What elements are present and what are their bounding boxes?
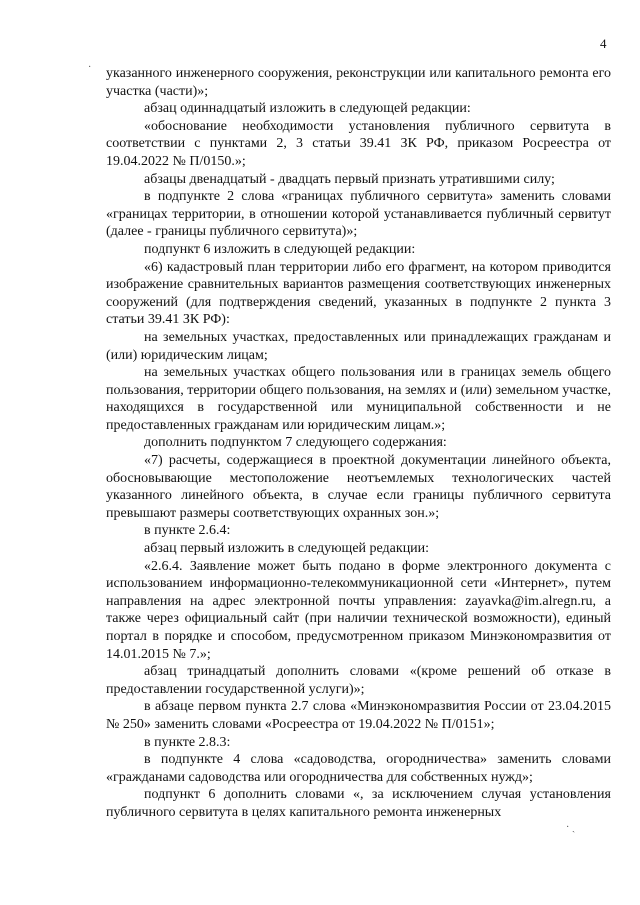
paragraph: абзацы двенадцатый - двадцать первый признать утратившими силу; xyxy=(144,171,555,187)
paragraph: в подпункте 4 слова «садоводства, огородничества» заменить словами «гражданами садоводства или огородничества для собственных нужд»; xyxy=(106,752,611,785)
paragraph: подпункт 6 изложить в следующей редакции: xyxy=(144,241,416,257)
document-body xyxy=(106,65,611,822)
paragraph: абзац первый изложить в следующей редакции: xyxy=(144,541,430,557)
paragraph: дополнить подпунктом 7 следующего содержания: xyxy=(144,435,447,451)
paragraph: «7) расчеты, содержащиеся в проектной документации линейного объекта, обосновывающие местоположение неотъемлемых технологических частей указанного линейного объекта, в случае если границы публичного сервитута превышают размеры соответствующих охранных зон.»; xyxy=(106,453,611,521)
paragraph: в пункте 2.8.3: xyxy=(144,734,231,750)
scan-speck-bottom: · ˎ xyxy=(566,822,576,833)
paragraph: абзац одиннадцатый изложить в следующей редакции: xyxy=(144,101,471,117)
paragraph: указанного инженерного сооружения, реконструкции или капитального ремонта его участка (части)»; xyxy=(106,66,611,99)
paragraph: «6) кадастровый план территории либо его фрагмент, на котором приводится изображение сравнительных вариантов размещения соответствующих инженерных сооружений (для подтверждения сведений, указанных в подпункте 2 пункта 3 статьи 39.41 ЗК РФ): xyxy=(106,259,611,328)
paragraph: на земельных участках, предоставленных или принадлежащих гражданам и (или) юридическим лицам; xyxy=(106,329,611,363)
paragraph: на земельных участках общего пользования или в границах земель общего пользования, территории общего пользования, на землях и (или) земельном участке, находящихся в государственной или муниципальной собственности и не предоставленных гражданам или юридическим лицам.»; xyxy=(106,365,611,433)
paragraph: «обоснование необходимости установления публичного сервитута в соответствии с пунктами 2, 3 статьи 39.41 ЗК РФ, приказом Росреестра от 19.04.2022 № П/0150.»; xyxy=(106,118,611,169)
paragraph: в пункте 2.6.4: xyxy=(144,523,231,539)
paragraph: в абзаце первом пункта 2.7 слова «Минэкономразвития России от 23.04.2015 № 250» заменить словами «Росреестра от 19.04.2022 № П/0151»; xyxy=(106,699,611,732)
paragraph: абзац тринадцатый дополнить словами «(кроме решений об отказе в предоставлении государственной услуги)»; xyxy=(106,664,611,697)
scan-speck-top: · xyxy=(88,62,92,73)
paragraph: «2.6.4. Заявление может быть подано в форме электронного документа с использованием информационно-телекоммуникационной сети «Интернет», путем направления на адрес электронной почты управления: zayavka@im.alregn.ru, а также через официальный сайт (при наличии технической возможности), единый портал в порядке и способом, предусмотренном приказом Минэкономразвития от 14.01.2015 № 7.»; xyxy=(106,558,611,662)
paragraph: подпункт 6 дополнить словами «, за исключением случая установления публичного сервитута в целях капитального ремонта инженерных xyxy=(106,787,611,820)
paragraph: в подпункте 2 слова «границах публичного сервитута» заменить словами «границах территории, в отношении которой устанавливается публичный сервитут (далее - границы публичного сервитута)»; xyxy=(106,189,611,240)
page-number: 4 xyxy=(600,36,607,51)
